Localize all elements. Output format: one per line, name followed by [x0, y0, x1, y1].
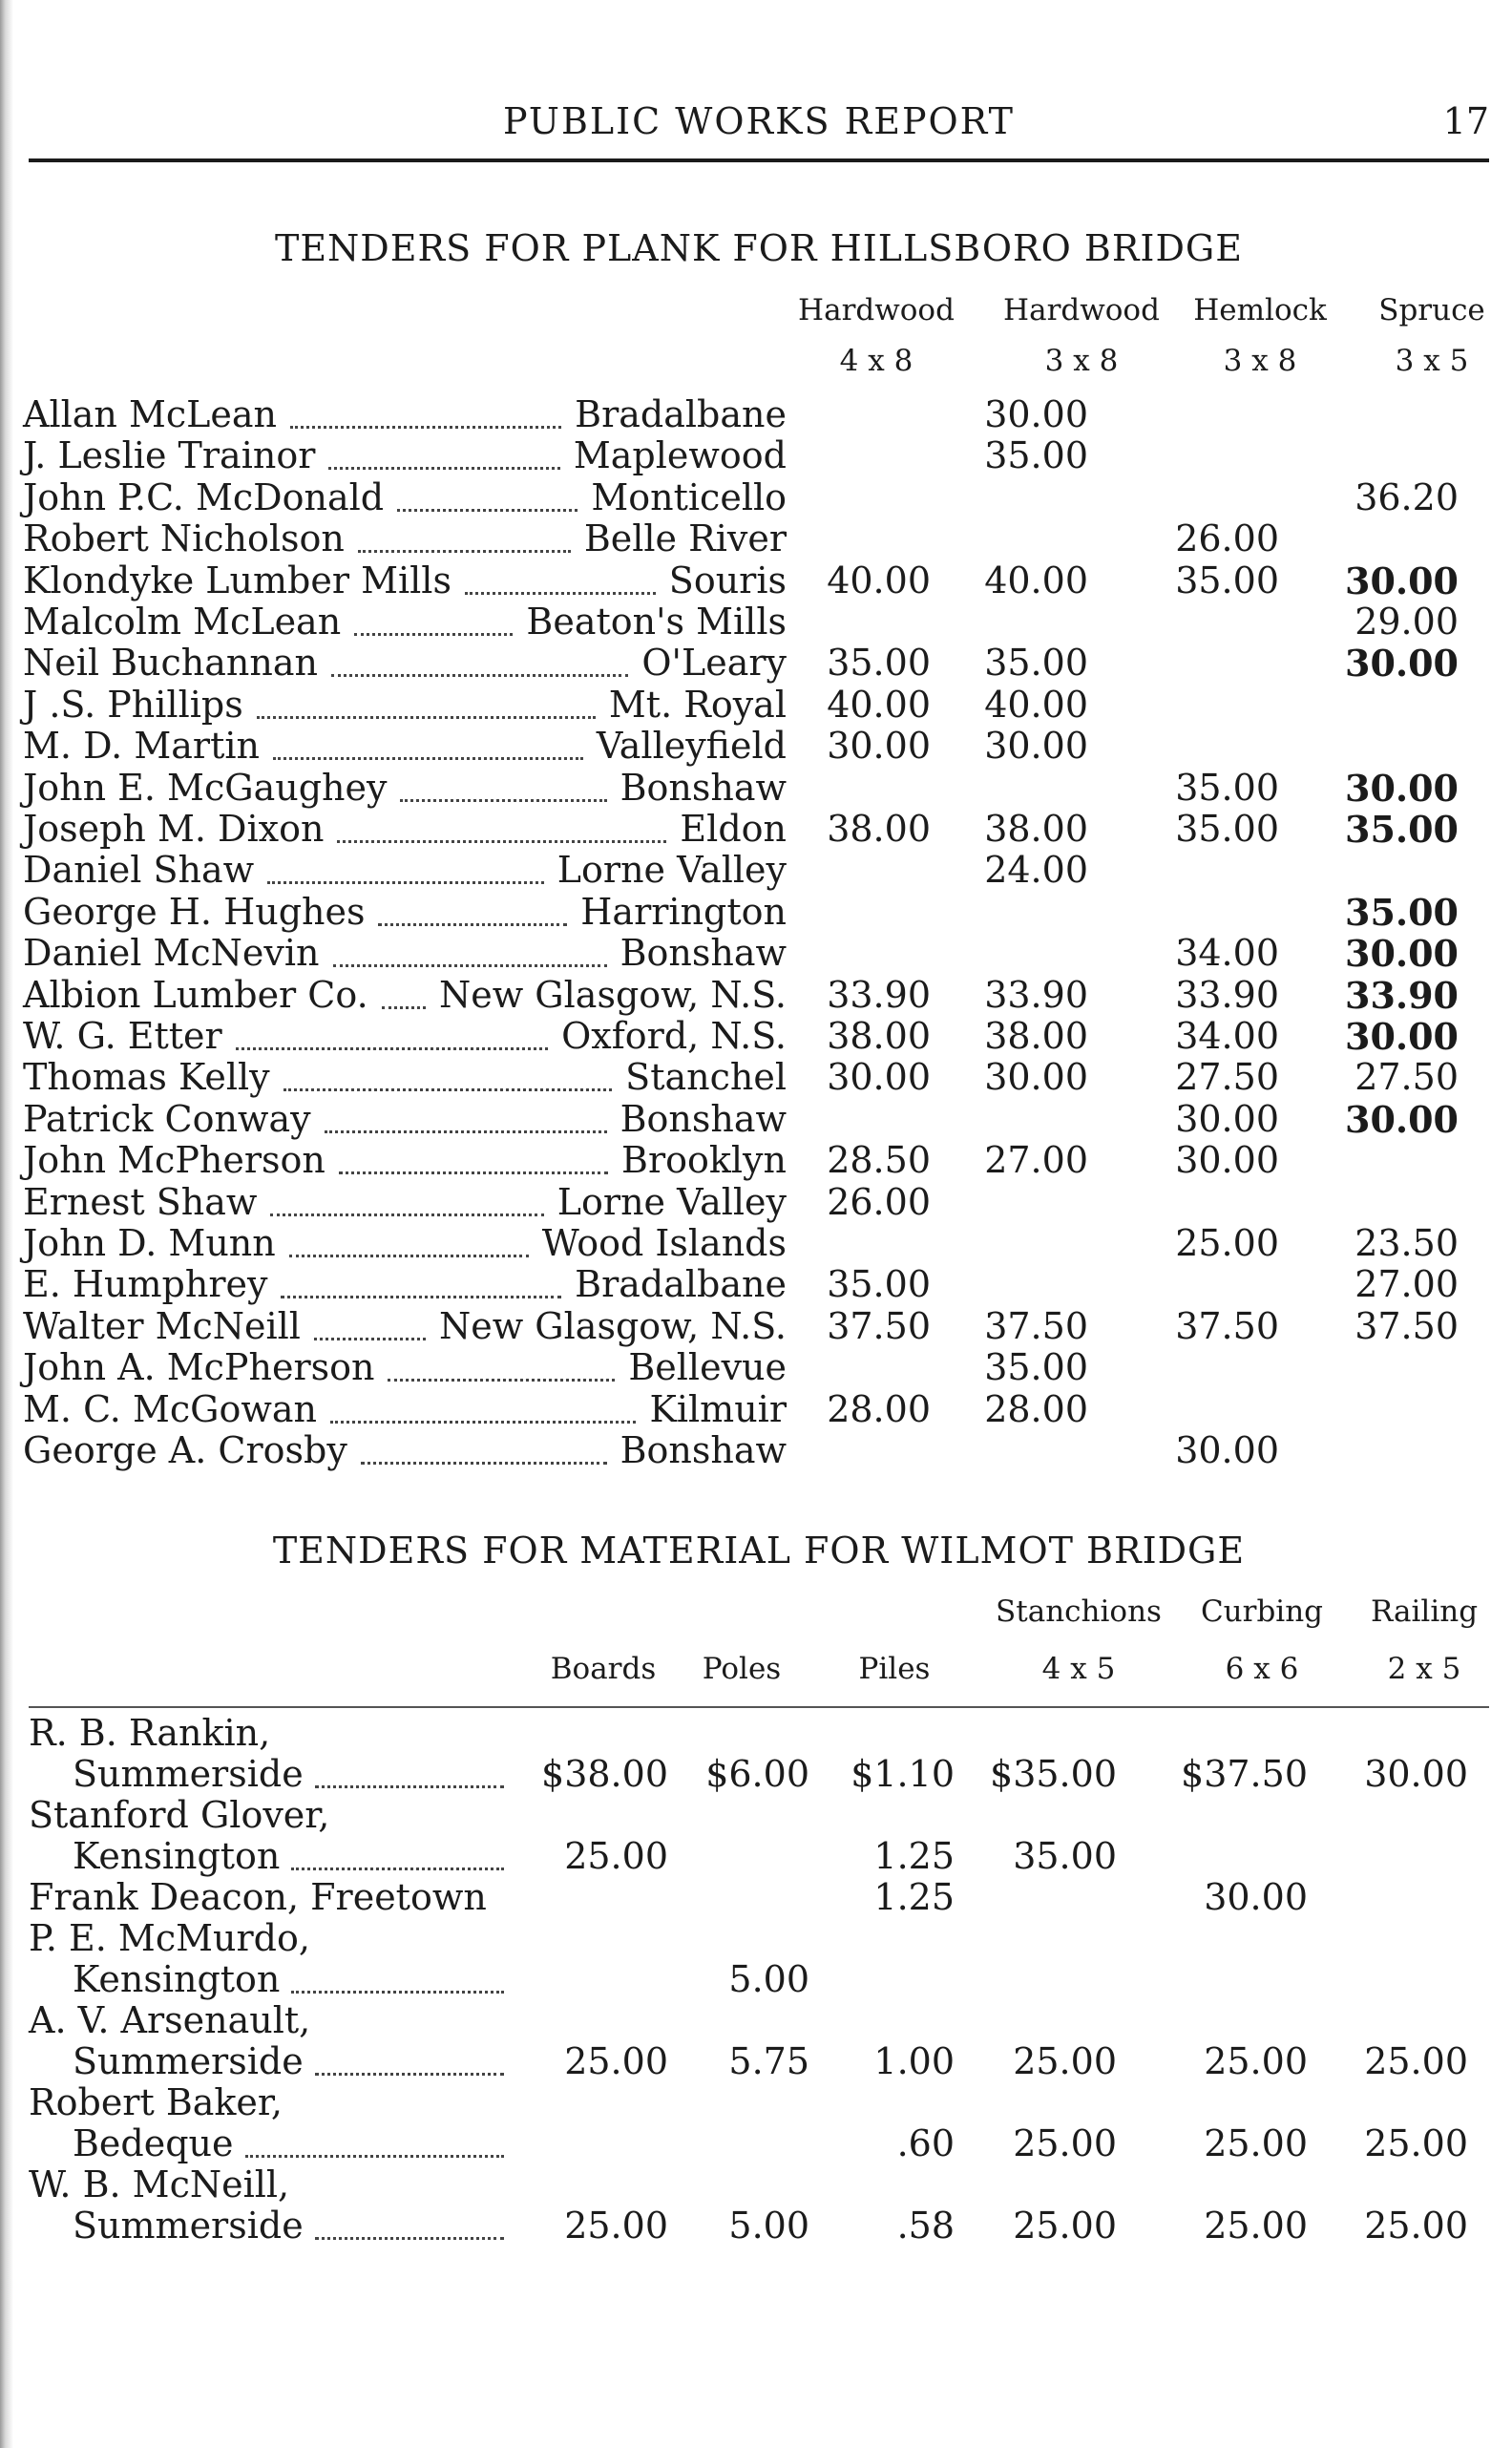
tenderer-place: Wood Islands	[541, 1222, 787, 1264]
price-cell: 25.00	[1204, 2040, 1308, 2082]
price-cell: 1.25	[873, 1835, 955, 1877]
leader-dots	[245, 2153, 504, 2158]
hillsboro-col-size: 3 x 8	[1223, 344, 1297, 378]
price-cell: 35.00	[1013, 1835, 1117, 1877]
price-cell: 25.00	[1364, 2122, 1468, 2164]
tenderer-place: Harrington	[580, 890, 787, 933]
price-cell: 34.00	[1175, 932, 1279, 975]
price-cell: 35.00	[1175, 766, 1279, 809]
table-row	[0, 1346, 1512, 1388]
price-cell: .60	[896, 2122, 955, 2164]
leader-dots	[328, 465, 560, 470]
hillsboro-col-label: Spruce	[1378, 293, 1485, 327]
leader-dots	[270, 1212, 544, 1216]
leader-dots	[361, 1460, 607, 1465]
price-cell: 1.25	[873, 1876, 955, 1918]
tenderer-place: Bonshaw	[620, 932, 787, 975]
price-cell: 27.50	[1175, 1056, 1279, 1099]
leader-dots	[284, 1087, 612, 1091]
price-cell: 25.00	[1013, 2205, 1117, 2247]
price-cell: 25.00	[1204, 2205, 1308, 2247]
tenderer-name: Patrick Conway	[23, 1097, 311, 1140]
tenderer-name: Daniel McNevin	[23, 932, 320, 975]
price-cell: 26.00	[1175, 517, 1279, 560]
tenderer-place: Eldon	[680, 808, 787, 850]
tenderer-name: P. E. McMurdo,	[29, 1917, 310, 1959]
table-row	[0, 517, 1512, 559]
leader-dots	[291, 1989, 504, 1994]
table-row	[0, 1305, 1512, 1347]
price-cell: 33.90	[1175, 973, 1279, 1016]
price-cell: 40.00	[827, 559, 931, 601]
leader-dots	[290, 424, 561, 429]
tenderer-name: A. V. Arsenault,	[29, 1999, 311, 2041]
tenderer-place: Summerside	[73, 2040, 304, 2082]
tenderer-place: Oxford, N.S.	[561, 1015, 787, 1057]
tenderer-name: Daniel Shaw	[23, 849, 255, 892]
leader-dots	[331, 672, 628, 677]
price-cell: 35.00	[1345, 890, 1459, 934]
price-cell: 35.00	[1345, 808, 1459, 851]
price-cell: $37.50	[1181, 1753, 1308, 1795]
price-cell: $38.00	[541, 1753, 668, 1795]
tenderer-name: George H. Hughes	[23, 890, 366, 933]
tenderer-name: Joseph M. Dixon	[23, 808, 325, 850]
leader-dots	[400, 797, 607, 802]
table-row	[0, 1139, 1512, 1181]
table-row	[0, 725, 1512, 767]
price-cell: 23.50	[1354, 1222, 1459, 1264]
leader-dots	[289, 1253, 529, 1257]
tenderer-name: E. Humphrey	[23, 1263, 268, 1306]
tenderer-name: J .S. Phillips	[23, 683, 243, 726]
price-cell: 37.50	[1354, 1304, 1459, 1347]
wilmot-col-label: Railing	[1370, 1594, 1479, 1629]
tenderer-place: New Glasgow, N.S.	[438, 1304, 787, 1347]
tenderer-name: Klondyke Lumber Mills	[23, 559, 452, 601]
hillsboro-col-size: 3 x 5	[1395, 344, 1469, 378]
price-cell: 1.00	[873, 2040, 955, 2082]
tenderer-place: Bellevue	[628, 1346, 787, 1389]
tenderer-name: M. D. Martin	[23, 725, 260, 768]
table-row	[0, 434, 1512, 476]
hillsboro-col-label: Hardwood	[798, 293, 955, 327]
price-cell: 25.00	[564, 2040, 668, 2082]
tenderer-name: Walter McNeill	[23, 1304, 301, 1347]
price-cell: 35.00	[1175, 559, 1279, 601]
price-cell: .58	[896, 2205, 955, 2247]
leader-dots	[315, 2235, 504, 2240]
table-row	[0, 393, 1512, 435]
leader-dots	[236, 1045, 548, 1050]
tenderer-place: Kensington	[73, 1835, 281, 1877]
price-cell: 33.90	[827, 973, 931, 1016]
wilmot-col-label: Stanchions	[996, 1594, 1162, 1629]
tenderer-place: Bonshaw	[620, 1097, 787, 1140]
wilmot-section-title: TENDERS FOR MATERIAL FOR WILMOT BRIDGE	[272, 1530, 1246, 1572]
wilmot-col-size: Poles	[702, 1652, 782, 1686]
tenderer-place: Summerside	[73, 2205, 304, 2247]
price-cell: 40.00	[827, 683, 931, 726]
tenderer-name: John P.C. McDonald	[23, 475, 385, 518]
leader-dots	[358, 548, 571, 553]
tenderer-name: George A. Crosby	[23, 1429, 347, 1471]
price-cell: 33.90	[1345, 973, 1459, 1017]
tenderer-place: Valleyfield	[596, 725, 787, 768]
page-number: 17	[1442, 100, 1489, 142]
tenderer-place: Bedeque	[73, 2122, 234, 2164]
table-row	[0, 684, 1512, 726]
price-cell: 25.00	[1204, 2122, 1308, 2164]
price-cell: 5.75	[728, 2040, 809, 2082]
price-cell: 30.00	[1175, 1139, 1279, 1182]
price-cell: 30.00	[1175, 1429, 1279, 1471]
leader-dots	[315, 1783, 504, 1788]
table-row	[0, 1015, 1512, 1057]
leader-dots	[337, 838, 666, 843]
tenderer-name: Stanford Glover,	[29, 1794, 330, 1836]
table-row	[0, 1222, 1512, 1264]
table-row	[0, 476, 1512, 518]
price-cell: 25.00	[1013, 2040, 1117, 2082]
tenderer-name: J. Leslie Trainor	[23, 434, 316, 477]
tenderer-place: Maplewood	[573, 434, 787, 477]
leader-dots	[388, 1377, 615, 1382]
tenderer-name: W. G. Etter	[23, 1015, 222, 1057]
tenderer-place: Lorne Valley	[556, 1180, 787, 1223]
hillsboro-col-label: Hardwood	[1003, 293, 1160, 327]
table-row	[0, 559, 1512, 601]
page-header	[29, 91, 1489, 148]
tenderer-name: W. B. McNeill,	[29, 2163, 290, 2205]
table-row	[0, 808, 1512, 850]
price-cell: 25.00	[1364, 2205, 1468, 2247]
wilmot-col-size: Piles	[858, 1652, 931, 1686]
table-row	[0, 1388, 1512, 1430]
hillsboro-col-label: Hemlock	[1193, 293, 1327, 327]
price-cell: 36.20	[1354, 475, 1459, 518]
tenderer-place: Stanchel	[625, 1056, 787, 1099]
price-cell: 27.50	[1354, 1056, 1459, 1099]
tenderer-place: Monticello	[591, 475, 787, 518]
price-cell: 38.00	[827, 1015, 931, 1057]
table-row	[0, 1181, 1512, 1223]
tenderer-name: Robert Baker,	[29, 2081, 283, 2123]
price-cell: 25.00	[564, 1835, 668, 1877]
table-row	[0, 849, 1512, 891]
tenderer-place: Belle River	[583, 517, 787, 560]
price-cell: 27.00	[984, 1139, 1088, 1182]
price-cell: 5.00	[728, 2205, 809, 2247]
tenderer-place: Bradalbane	[575, 1263, 787, 1306]
leader-dots	[315, 2071, 504, 2076]
leader-dots	[291, 1866, 504, 1870]
price-cell: 25.00	[1364, 2040, 1468, 2082]
price-cell: 38.00	[984, 1015, 1088, 1057]
leader-dots	[281, 1294, 561, 1298]
tenderer-name: John E. McGaughey	[23, 766, 388, 809]
price-cell: 30.00	[1345, 766, 1459, 810]
price-cell: 37.50	[984, 1304, 1088, 1347]
tenderer-name: Frank Deacon, Freetown	[29, 1876, 487, 1918]
price-cell: 28.50	[827, 1139, 931, 1182]
price-cell: 30.00	[1345, 1015, 1459, 1058]
leader-dots	[330, 1419, 636, 1424]
header-rule	[29, 158, 1489, 162]
tenderer-place: Beaton's Mills	[526, 601, 787, 643]
tenderer-place: Souris	[668, 559, 787, 601]
running-title: PUBLIC WORKS REPORT	[503, 100, 1015, 142]
price-cell: 26.00	[827, 1180, 931, 1223]
leader-dots	[382, 1004, 426, 1009]
price-cell: 35.00	[827, 642, 931, 685]
leader-dots	[333, 962, 607, 967]
tenderer-place: Bradalbane	[575, 393, 787, 435]
tenderer-place: Lorne Valley	[556, 849, 787, 892]
leader-dots	[397, 507, 578, 512]
table-row	[0, 891, 1512, 933]
price-cell: 33.90	[984, 973, 1088, 1016]
tenderer-name: Albion Lumber Co.	[23, 973, 368, 1016]
wilmot-col-size: Boards	[550, 1652, 657, 1686]
price-cell: 35.00	[984, 1346, 1088, 1389]
tenderer-name: John D. Munn	[23, 1222, 276, 1264]
price-cell: 30.00	[1345, 559, 1459, 602]
price-cell: 25.00	[1013, 2122, 1117, 2164]
tenderer-place: Summerside	[73, 1753, 304, 1795]
price-cell: 37.50	[1175, 1304, 1279, 1347]
price-cell: 35.00	[1175, 808, 1279, 850]
price-cell: 30.00	[1175, 1097, 1279, 1140]
price-cell: 34.00	[1175, 1015, 1279, 1057]
price-cell: 30.00	[1204, 1876, 1308, 1918]
tenderer-place: Bonshaw	[620, 1429, 787, 1471]
tenderer-place: O'Leary	[641, 642, 787, 685]
table-row	[0, 1429, 1512, 1471]
price-cell: $35.00	[990, 1753, 1117, 1795]
tenderer-name: Malcolm McLean	[23, 601, 342, 643]
price-cell: 30.00	[1364, 1753, 1468, 1795]
table-row	[0, 1098, 1512, 1140]
leader-dots	[314, 1336, 426, 1340]
hillsboro-section-title: TENDERS FOR PLANK FOR HILLSBORO BRIDGE	[274, 227, 1244, 269]
table-row	[0, 1056, 1512, 1098]
tenderer-name: Thomas Kelly	[23, 1056, 270, 1099]
price-cell: 30.00	[1345, 1097, 1459, 1141]
leader-dots	[354, 631, 513, 636]
price-cell: 35.00	[827, 1263, 931, 1306]
table-row	[0, 601, 1512, 643]
price-cell: 40.00	[984, 683, 1088, 726]
price-cell: 27.00	[1354, 1263, 1459, 1306]
price-cell: 37.50	[827, 1304, 931, 1347]
price-cell: 30.00	[984, 393, 1088, 435]
price-cell: 30.00	[984, 725, 1088, 768]
leader-dots	[378, 921, 567, 926]
price-cell: 30.00	[1345, 932, 1459, 976]
price-cell: 25.00	[564, 2205, 668, 2247]
tenderer-place: Kensington	[73, 1958, 281, 2000]
tenderer-name: John McPherson	[23, 1139, 326, 1182]
price-cell: 40.00	[984, 559, 1088, 601]
table-row	[0, 767, 1512, 809]
price-cell: 29.00	[1354, 601, 1459, 643]
wilmot-col-size: 6 x 6	[1225, 1652, 1299, 1686]
leader-dots	[257, 714, 596, 719]
tenderer-name: Neil Buchannan	[23, 642, 319, 685]
tenderer-name: M. C. McGowan	[23, 1387, 318, 1430]
tenderer-place: Brooklyn	[621, 1139, 787, 1182]
tenderer-name: Robert Nicholson	[23, 517, 345, 560]
price-cell: 28.00	[984, 1387, 1088, 1430]
wilmot-header-rule	[29, 1706, 1489, 1708]
tenderer-place: Mt. Royal	[608, 683, 787, 726]
leader-dots	[273, 755, 583, 760]
tenderer-place: Bonshaw	[620, 766, 787, 809]
price-cell: 24.00	[984, 849, 1088, 892]
price-cell: 28.00	[827, 1387, 931, 1430]
tenderer-name: Ernest Shaw	[23, 1180, 258, 1223]
tenderer-name: Allan McLean	[23, 393, 277, 435]
leader-dots	[465, 590, 656, 595]
hillsboro-col-size: 3 x 8	[1044, 344, 1119, 378]
leader-dots	[339, 1170, 608, 1174]
wilmot-col-size: 4 x 5	[1041, 1652, 1116, 1686]
price-cell: 25.00	[1175, 1222, 1279, 1264]
hillsboro-col-size: 4 x 8	[839, 344, 914, 378]
table-row	[0, 932, 1512, 974]
price-cell: 35.00	[984, 642, 1088, 685]
price-cell: $1.10	[850, 1753, 955, 1795]
tenderer-name: R. B. Rankin,	[29, 1712, 271, 1754]
table-row	[0, 642, 1512, 684]
table-row	[0, 1263, 1512, 1305]
tenderer-place: Kilmuir	[649, 1387, 787, 1430]
wilmot-col-label: Curbing	[1200, 1594, 1324, 1629]
wilmot-col-size: 2 x 5	[1387, 1652, 1461, 1686]
price-cell: 38.00	[827, 808, 931, 850]
price-cell: 30.00	[984, 1056, 1088, 1099]
price-cell: $6.00	[705, 1753, 809, 1795]
leader-dots	[325, 1129, 607, 1133]
price-cell: 30.00	[827, 1056, 931, 1099]
price-cell: 30.00	[827, 725, 931, 768]
price-cell: 30.00	[1345, 642, 1459, 686]
leader-dots	[267, 879, 544, 884]
price-cell: 5.00	[728, 1958, 809, 2000]
tenderer-name: John A. McPherson	[23, 1346, 375, 1389]
price-cell: 35.00	[984, 434, 1088, 477]
price-cell: 38.00	[984, 808, 1088, 850]
table-row	[0, 974, 1512, 1016]
tenderer-place: New Glasgow, N.S.	[438, 973, 787, 1016]
